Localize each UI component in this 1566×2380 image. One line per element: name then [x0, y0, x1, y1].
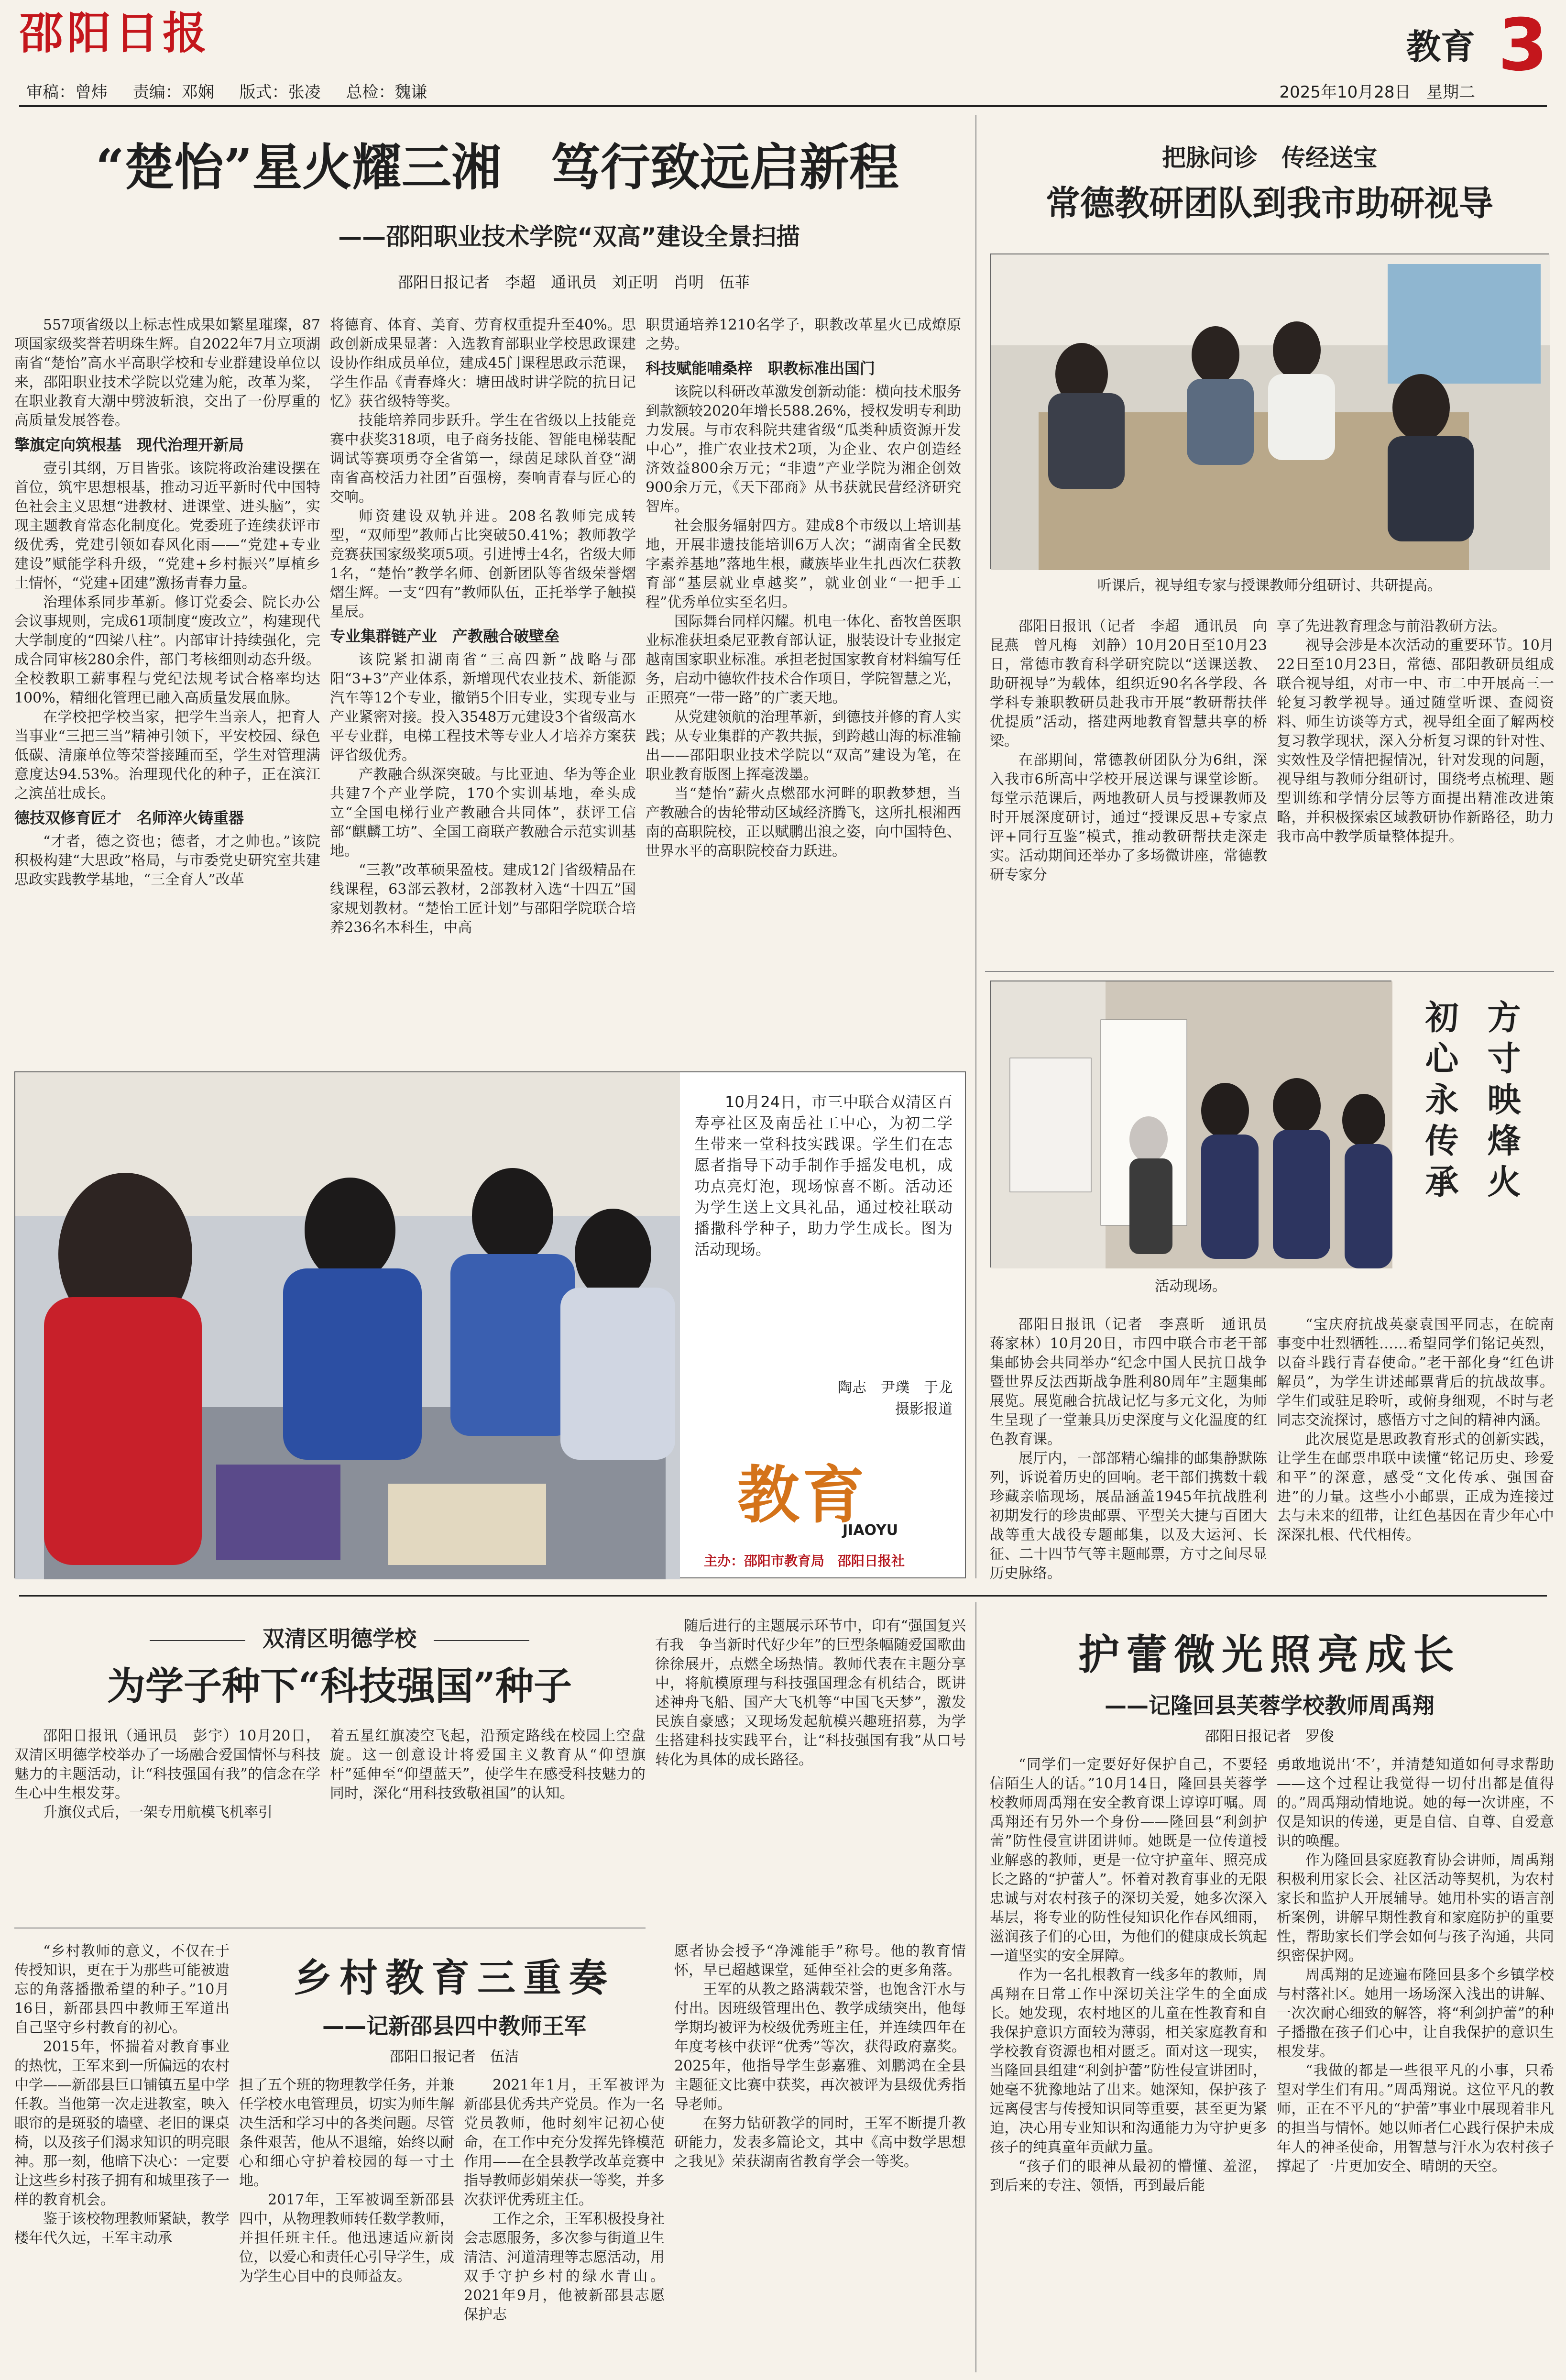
badge-text: 教育 — [737, 1458, 868, 1532]
paragraph: 作为隆回县家庭教育协会讲师，周禹翔积极利用家长会、社区活动等契机，为农村家长和监护人开展辅导。她用朴实的语言剖析案例，讲解早期性教育和家庭防护的重要性，帮助家长们学会如何与孩子沟通，共同织密保护网。 — [1277, 1852, 1554, 1964]
editorial-credits — [26, 79, 447, 102]
photo-credits-line2: 摄影报道 — [895, 1401, 953, 1418]
paragraph: 邵阳日报讯（通讯员 彭宇）10月20日，双清区明德学校举办了一场融合爱国情怀与科技魅力的主题活动，让“科技强国有我”的信念在学生心中生根发芽。 — [14, 1728, 320, 1802]
paragraph: 产教融合纵深突破。与比亚迪、华为等企业共建7个产业学院，170个实训基地，牵头成立“全国电梯行业产教融合共同体”，获评工信部“麒麟工坊”、全国工商联产教融合示范实训基地。 — [330, 766, 636, 859]
photo-caption: 10月24日，市三中联合双清区百寿亭社区及南岳社工中心，为初二学生带来一堂科技实践课。学生们在志愿者指导下动手制作手摇发电机，成功点亮灯泡，现场惊喜不断。活动还为学生送上文具礼品，通过校社联动播撒科学种子，助力学生成长。图为活动现场。 — [694, 1093, 953, 1258]
section-heading: 德技双修育匠才 名师淬火铸重器 — [14, 809, 244, 827]
paragraph: 随后进行的主题展示环节中，印有“强国复兴有我 争当新时代好少年”的巨型条幅随爱国歌曲徐徐展开，点燃全场热情。教师代表在主题分享中，将航模原理与科技强国理念有机结合，既讲述神舟飞船、国产大飞机等“中国飞天梦”，激发民族自豪感；又现场发起航模兴趣班招募，为学生搭建科技实践平台，让“科技强国有我”从口号转化为具体的成长路径。 — [655, 1618, 966, 1768]
section-heading: 擎旗定向筑根基 现代治理开新局 — [14, 436, 244, 454]
main-headline: “楚怡”星火耀三湘 笃行致远启新程 — [96, 138, 899, 197]
paragraph: 将德育、体育、美育、劳育权重提升至40%。思政创新成果显著：入选教育部职业学校思政课建设协作组成员单位，建成45门课程思政示范课，学生作品《青春烽火：塘田战时讲学院的抗日记忆》获省级特等奖。 — [330, 317, 636, 410]
section-heading: 专业集群链产业 产教融合破壁垒 — [330, 627, 560, 645]
main-byline: 邵阳日报记者 李超 通讯员 刘正明 肖明 伍菲 — [397, 273, 750, 291]
paragraph: 该院紧扣湖南省“三高四新”战略与邵阳“3+3”产业体系，新增现代农业技术、新能源汽车等12个专业，撤销5个旧专业，实现专业与产业紧密对接。投入3548万元建设3个省级高水平专业群，电梯工程技术等专业人才培养方案获评省级优秀。 — [330, 651, 636, 764]
tech-headline: 为学子种下“科技强国”种子 — [107, 1664, 572, 1708]
paragraph: 勇敢地说出‘不’，并清楚知道如何寻求帮助——这个过程让我觉得一切付出都是值得的。”周禹翔动情地说。她的每一次讲座，不仅是知识的传递，更是自信、自尊、自爱意识的唤醒。 — [1277, 1756, 1554, 1850]
paragraph: 2017年，王军被调至新邵县四中，从物理教师转任数学教师，并担任班主任。他迅速适应新岗位，以爱心和责任心引导学生，成为学生心目中的良师益友。 — [239, 2192, 454, 2285]
stamps-title-left: 初心永传承 — [1420, 1000, 1459, 1205]
column-divider — [975, 1602, 976, 2372]
paragraph: 升旗仪式后，一架专用航模飞机率引 — [43, 1804, 273, 1821]
protect-column-2 — [1277, 1755, 1554, 2372]
visit-photo-caption: 听课后，视导组专家与授课教师分组研讨、共研提高。 — [1097, 577, 1442, 594]
badge-pinyin: JIAOYU — [843, 1522, 898, 1539]
classroom-photo — [991, 254, 1550, 570]
exhibition-photo — [991, 981, 1392, 1268]
paragraph: 作为一名扎根教育一线多年的教师，周禹翔在日常工作中深切关注学生的全面成长。她发现，农村地区的儿童在性教育和自我保护意识方面较为薄弱，相关家庭教育和学校教育资源也相对匮乏。面对这一现实，当隆回县组建“利剑护蕾”防性侵宣讲团时，她毫不犹豫地站了出来。她深知，保护孩子远离侵害与传授知识同等重要，甚至更为紧迫，决心用专业知识和沟通能力为守护更多孩子的纯真童年贡献力量。 — [990, 1967, 1267, 2156]
main-column-1 — [14, 316, 320, 1057]
visit-kicker: 把脉问诊 传经送宝 — [1162, 144, 1377, 172]
paragraph: 技能培养同步跃升。学生在省级以上技能竞赛中获奖318项，电子商务技能、智能电梯装配调试等赛项勇夺全省第一，绿茵足球队首登“湖南省高校活力社团”百强榜，奏响青春与匠心的交响。 — [330, 412, 636, 506]
layout-credit: 版式：张凌 — [239, 83, 321, 102]
visit-column-1 — [990, 617, 1267, 952]
section-heading: 科技赋能哺桑梓 职教标准出国门 — [646, 359, 876, 377]
visit-photo — [990, 253, 1549, 569]
page-number: 3 — [1498, 4, 1548, 87]
paragraph: 在努力钻研教学的同时，王军不断提升教研能力，发表多篇论文，其中《高中数学思想之我见》荣获湖南省教育学会一等奖。 — [674, 2115, 966, 2170]
paragraph: 国际舞台同样闪耀。机电一体化、畜牧兽医职业标准获坦桑尼亚教育部认证，服装设计专业报定越南国家职业标准。承担老挝国家教育材料编写任务，启动中德软件技术合作项目，学院智慧之光，正照亮“一带一路”的广袤天地。 — [646, 613, 961, 706]
paragraph: 此次展览是思政教育形式的创新实践，让学生在邮票串联中读懂“铭记历史、珍爱和平”的深意，感受“文化传承、强国奋进”的力量。这些小小邮票，正成为连接过去与未来的纽带，让红色基因在青少年心中深深扎根、代代相传。 — [1277, 1431, 1554, 1543]
rural-headline: 乡村教育三重奏 — [294, 1955, 615, 2000]
newspaper-logo: 邵阳日报 — [19, 7, 211, 59]
paragraph: “同学们一定要好好保护自己，不要轻信陌生人的话。”10月14日，隆回县芙蓉学校教师周禹翔在安全教育课上谆谆叮嘱。周禹翔还有另外一个身份——隆回县“利剑护蕾”防性侵宣讲团讲师。她既是一位传道授业解惑的教师，更是一位守护童年、照亮成长之路的“护蕾人”。怀着对教育事业的无限忠诚与对农村孩子的深切关爱，她多次深入基层，将专业的防性侵知识化作春风细雨，滋润孩子们的心田，为他们的健康成长筑起一道坚实的安全屏障。 — [990, 1756, 1267, 1964]
stamps-title-right: 方寸映烽火 — [1482, 1000, 1522, 1205]
paragraph: 邵阳日报讯（记者 李熹昕 通讯员 蒋家林）10月20日，市四中联合市老干部集邮协会共同举办“纪念中国人民抗日战争暨世界反法西斯战争胜利80周年”主题集邮展览。展览融合抗战记忆与多元文化，为师生呈现了一堂兼具历史深度与文化温度的红色教育课。 — [990, 1316, 1281, 1448]
paragraph: 视导会涉是本次活动的重要环节。10月22日至10月23日，常德、邵阳教研员组成联合视导组，对市一中、市二中开展高三一轮复习教学视导。通过随堂听课、查阅资料、师生访谈等方式，视导组全面了解两校复习教学现状，深入分析复习课的针对性、实效性及学情把握情况，针对发现的问题，视导组与教师分组研讨，围绕考点梳理、题型训练和学情分层等方面提出精准改进策略，并积极探索区域教研协作新路径，助力我市高中教学质量整体提升。 — [1277, 637, 1554, 845]
paragraph: 壹引其纲，万目皆张。该院将政治建设摆在首位，筑牢思想根基，推动习近平新时代中国特色社会主义思想“进教材、进课堂、进头脑”，实现主题教育常态化制度化。党委班子连续获评市级优秀，党建引领如春风化雨——“党建+专业建设”赋能学科升级，“党建+乡村振兴”厚植乡土情怀，“党建+团建”激扬青春力量。 — [14, 460, 320, 592]
main-subtitle: ——邵阳职业技术学院“双高”建设全景扫描 — [338, 223, 800, 251]
horizontal-divider — [19, 1595, 1547, 1597]
paragraph: 享了先进教育理念与前沿教研方法。 — [1277, 618, 1506, 635]
tech-kicker-text: 双清区明德学校 — [263, 1626, 416, 1652]
stamps-column-1 — [990, 1315, 1281, 1583]
paragraph: 工作之余，王军积极投身社会志愿服务，多次参与街道卫生清洁、河道清理等志愿活动，用双手守护乡村的绿水青山。2021年9月，他被新邵县志愿保护志 — [464, 2211, 665, 2323]
rural-subtitle: ——记新邵县四中教师王军 — [322, 2013, 586, 2039]
paragraph: 师资建设双轨并进。208名教师完成转型，“双师型”教师占比突破50.41%；教师教学竞赛获国家级奖项5项。引进博士4名，省级大师1名，“楚怡”教学名师、创新团队等省级荣誉熠熠生辉。一支“四有”教师队伍，正托举学子触摸星辰。 — [330, 508, 636, 620]
duty-editor-credit: 责编：邓娴 — [132, 83, 214, 102]
stamps-photo-caption: 活动现场。 — [1155, 1278, 1227, 1295]
stamps-photo — [990, 981, 1391, 1267]
paragraph: 愿者协会授予“净滩能手”称号。他的教育情怀，早已超越课堂，延伸至社会的更多角落。 — [674, 1943, 966, 1979]
section-name: 教育 — [1406, 27, 1475, 67]
science-class-photo-panel — [14, 1071, 966, 1578]
paragraph: 王军的从教之路满载荣誉，也饱含汗水与付出。因班级管理出色、教学成绩突出，他每学期均被评为校级优秀班主任，并连续四年在年度考核中获评“优秀”等次，获得政府嘉奖。2025年，他指导学生彭嘉雅、刘鹏鸿在全县主题征文比赛中获奖，再次被评为县级优秀指导老师。 — [674, 1981, 966, 2113]
sponsor-line: 主办：邵阳市教育局 邵阳日报社 — [704, 1553, 905, 1569]
tech-kicker — [29, 1621, 650, 1653]
paragraph: 2015年，怀揣着对教育事业的热忱，王军来到一所偏远的农村中学——新邵县巨口铺镇五星中学任教。当他第一次走进教室，映入眼帘的是斑驳的墙壁、老旧的课桌椅，以及孩子们渴求知识的明亮眼神。那一刻，他暗下决心：一定要让这些乡村孩子拥有和城里孩子一样的教育机会。 — [14, 2038, 230, 2208]
paragraph: “我做的都是一些很平凡的小事，只希望对学生们有用。”周禹翔说。这位平凡的教师，正在不平凡的“护蕾”事业中展现着非凡的担当与情怀。她以师者仁心践行保护未成年人的神圣使命，用智慧与汗水为农村孩子撑起了一片更加安全、晴朗的天空。 — [1277, 2062, 1554, 2175]
paragraph: “孩子们的眼神从最初的懵懂、羞涩，到后来的专注、领悟，再到最后能 — [990, 2158, 1267, 2194]
tech-column-2 — [330, 1727, 646, 1928]
tech-column-3 — [655, 1617, 966, 1928]
protect-column-1 — [990, 1755, 1267, 2372]
paragraph: 当“楚怡”薪火点燃邵水河畔的职教梦想，当产教融合的齿轮带动区域经济腾飞，这所扎根湘西南的高职院校，正以赋鹏出浪之姿，向中国特色、世界水平的高职院校奋力跃进。 — [646, 785, 961, 859]
protect-headline: 护蕾微光照亮成长 — [1078, 1631, 1461, 1679]
protect-subtitle: ——记隆回县芙蓉学校教师周禹翔 — [1105, 1693, 1435, 1719]
paragraph: “才者，德之资也；德者，才之帅也。”该院积极构建“大思政”格局，与市委党史研究室共建思政实践教学基地，“三全育人”改革 — [14, 833, 320, 888]
visit-headline: 常德教研团队到我市助研视导 — [1045, 183, 1493, 223]
rural-column-4 — [674, 1942, 966, 2372]
paragraph: 担了五个班的物理教学任务，并兼任学校水电管理员，切实为师生解决生活和学习中的各类问题。尽管条件艰苦，他从不退缩，始终以耐心和细心守护着校园的每一寸土地。 — [239, 2077, 454, 2189]
rural-column-1 — [14, 1942, 230, 2372]
paragraph: “乡村教师的意义，不仅在于传授知识，更在于为那些可能被遗忘的角落播撒希望的种子。”10月16日，新邵县四中教师王军道出自己坚守乡村教育的初心。 — [14, 1943, 230, 2036]
tech-column-1 — [14, 1727, 320, 1928]
stamps-column-2 — [1277, 1315, 1554, 1583]
protect-byline: 邵阳日报记者 罗俊 — [1205, 1728, 1334, 1745]
section-divider — [985, 971, 1554, 972]
visit-column-2 — [1277, 617, 1554, 952]
rural-byline: 邵阳日报记者 伍洁 — [390, 2049, 519, 2065]
main-column-2 — [330, 316, 636, 1057]
paragraph: 该院以科研改革激发创新动能：横向技术服务到款额较2020年增长588.26%，授权发明专利助力发展。与市农科院共建省级“瓜类种质资源开发中心”，推广农业技术2项，为企业、农户创造经济效益800余万元；“非遗”产业学院为湘企创效900余万元，《天下邵商》从书获就民营经济研究智库。 — [646, 384, 961, 515]
paragraph: 周禹翔的足迹遍布隆回县多个乡镇学校与村落社区。她用一场场深入浅出的讲解、一次次耐心细致的解答，将“利剑护蕾”的种子播撒在孩子们心中，让自我保护的意识生根发芽。 — [1277, 1967, 1554, 2060]
issue-date — [1280, 79, 1476, 102]
paragraph: 557项省级以上标志性成果如繁星璀璨，87项国家级奖誉若明珠生辉。自2022年7月立项湖南省“楚怡”高水平高职学校和专业群建设单位以来，邵阳职业技术学院以党建为舵，改革为桨，在职业教育大潮中劈波斩浪，交出了一份厚重的高质量发展答卷。 — [14, 317, 320, 429]
editor-credit: 审稿：曾炜 — [26, 83, 108, 102]
check-credit: 总检：魏谦 — [346, 83, 427, 102]
paragraph: 职贯通培养1210名学子，职教改革星火已成燎原之势。 — [646, 317, 961, 353]
masthead-rule — [19, 105, 1547, 107]
education-badge — [737, 1445, 938, 1541]
paragraph: “宝庆府抗战英豪袁国平同志，在皖南事变中壮烈牺牲……希望同学们铭记英烈，以奋斗践行青春使命。”老干部化身“红色讲解员”，为学生讲述邮票背后的抗战故事。学生们或驻足聆听，或俯身细观，不时与老同志交流探讨，感悟方寸之间的精神内涵。 — [1277, 1316, 1554, 1429]
paragraph: 鉴于该校物理教师紧缺，教学楼年代久远，王军主动承 — [14, 2211, 230, 2247]
weekday-text: 星期二 — [1426, 83, 1475, 102]
main-column-3 — [646, 316, 961, 1057]
photo-credits: 陶志 尹璞 于龙 — [838, 1379, 953, 1396]
paragraph: 治理体系同步革新。修订党委会、院长办公会议事规则，完成61项制度“废改立”，构建现代大学制度的“四梁八柱”。内部审计持续强化，完成合同审核280余件，部门考核细则动态升级。全校教职工薪事程与党纪法规考试合格率均达100%，精细化管理已融入高质量发展血脉。 — [14, 594, 320, 706]
science-class-photo — [15, 1072, 680, 1579]
paragraph: “三教”改革硕果盈枝。建成12门省级精品在线课程，63部云教材，2部教材入选“十四五”国家规划教材。“楚怡工匠计划”与邵阳学院联合培养236名本科生，中高 — [330, 862, 636, 936]
date-text: 2025年10月28日 — [1279, 83, 1411, 102]
paragraph: 2021年1月，王军被评为新邵县优秀共产党员。作为一名党员教师，他时刻牢记初心使命，在工作中充分发挥先锋模范作用——在全县教学改革竞赛中指导教师彭娟荣获一等奖，并多次获评优秀班主任。 — [464, 2077, 665, 2208]
paragraph: 社会服务辐射四方。建成8个市级以上培训基地，开展非遗技能培训6万人次；“湖南省全民数字素养基地”落地生根，藏族毕业生扎西次仁获教育部“基层就业卓越奖”，就业创业“一把手工程”优秀单位实至名归。 — [646, 518, 961, 611]
paragraph: 在学校把学校当家，把学生当亲人，把育人当事业“三把三当”精神引领下，平安校园、绿色低碳、清廉单位等荣誉接踵而至，学生对管理满意度达94.53%。治理现代化的种子，正在滨江之滨茁壮成长。 — [14, 709, 320, 802]
paragraph: 展厅内，一部部精心编排的邮集静默陈列，诉说着历史的回响。老干部们携数十载珍藏亲临现场，展品涵盖1945年抗战胜利初期发行的珍贵邮票、平型关大捷与百团大战等重大战役专题邮集，以及大运河、长征、二十四节气等主题邮票，方寸之间尽显历史脉络。 — [990, 1450, 1267, 1582]
paragraph: 邵阳日报讯（记者 李超 通讯员 向昆燕 曾凡梅 刘静）10月20日至10月23日，常德市教育科学研究院以“送课送教、助研视导”为载体，组织近90名各学段、各学科专兼职教研员赴我市开展“教研帮扶伴优提质”活动，搭建两地教育智慧共享的桥梁。 — [990, 618, 1267, 749]
column-divider — [975, 115, 976, 1578]
rural-column-3 — [464, 2076, 665, 2372]
rural-column-2 — [239, 2076, 454, 2372]
paragraph: 着五星红旗凌空飞起，沿预定路线在校园上空盘旋。这一创意设计将爱国主义教育从“仰望旗杆”延伸至“仰望蓝天”，使学生在感受科技魅力的同时，深化“用科技致敬祖国”的认知。 — [330, 1728, 646, 1802]
paragraph: 从党建领航的治理革新，到德技并修的育人实践；从专业集群的产教共振，到跨越山海的标准输出——邵阳职业技术学院以“双高”建设为笔，在职业教育版图上挥毫泼墨。 — [646, 709, 961, 783]
paragraph: 在部期间，常德教研团队分为6组，深入我市6所高中学校开展送课与课堂诊断。每堂示范课后，两地教研人员与授课教师及时开展深度研讨，通过“授课反思+专家点评+同行互鉴”模式，推动教研帮扶走深走实。活动期间还举办了多场微讲座，常德教研专家分 — [990, 752, 1267, 883]
